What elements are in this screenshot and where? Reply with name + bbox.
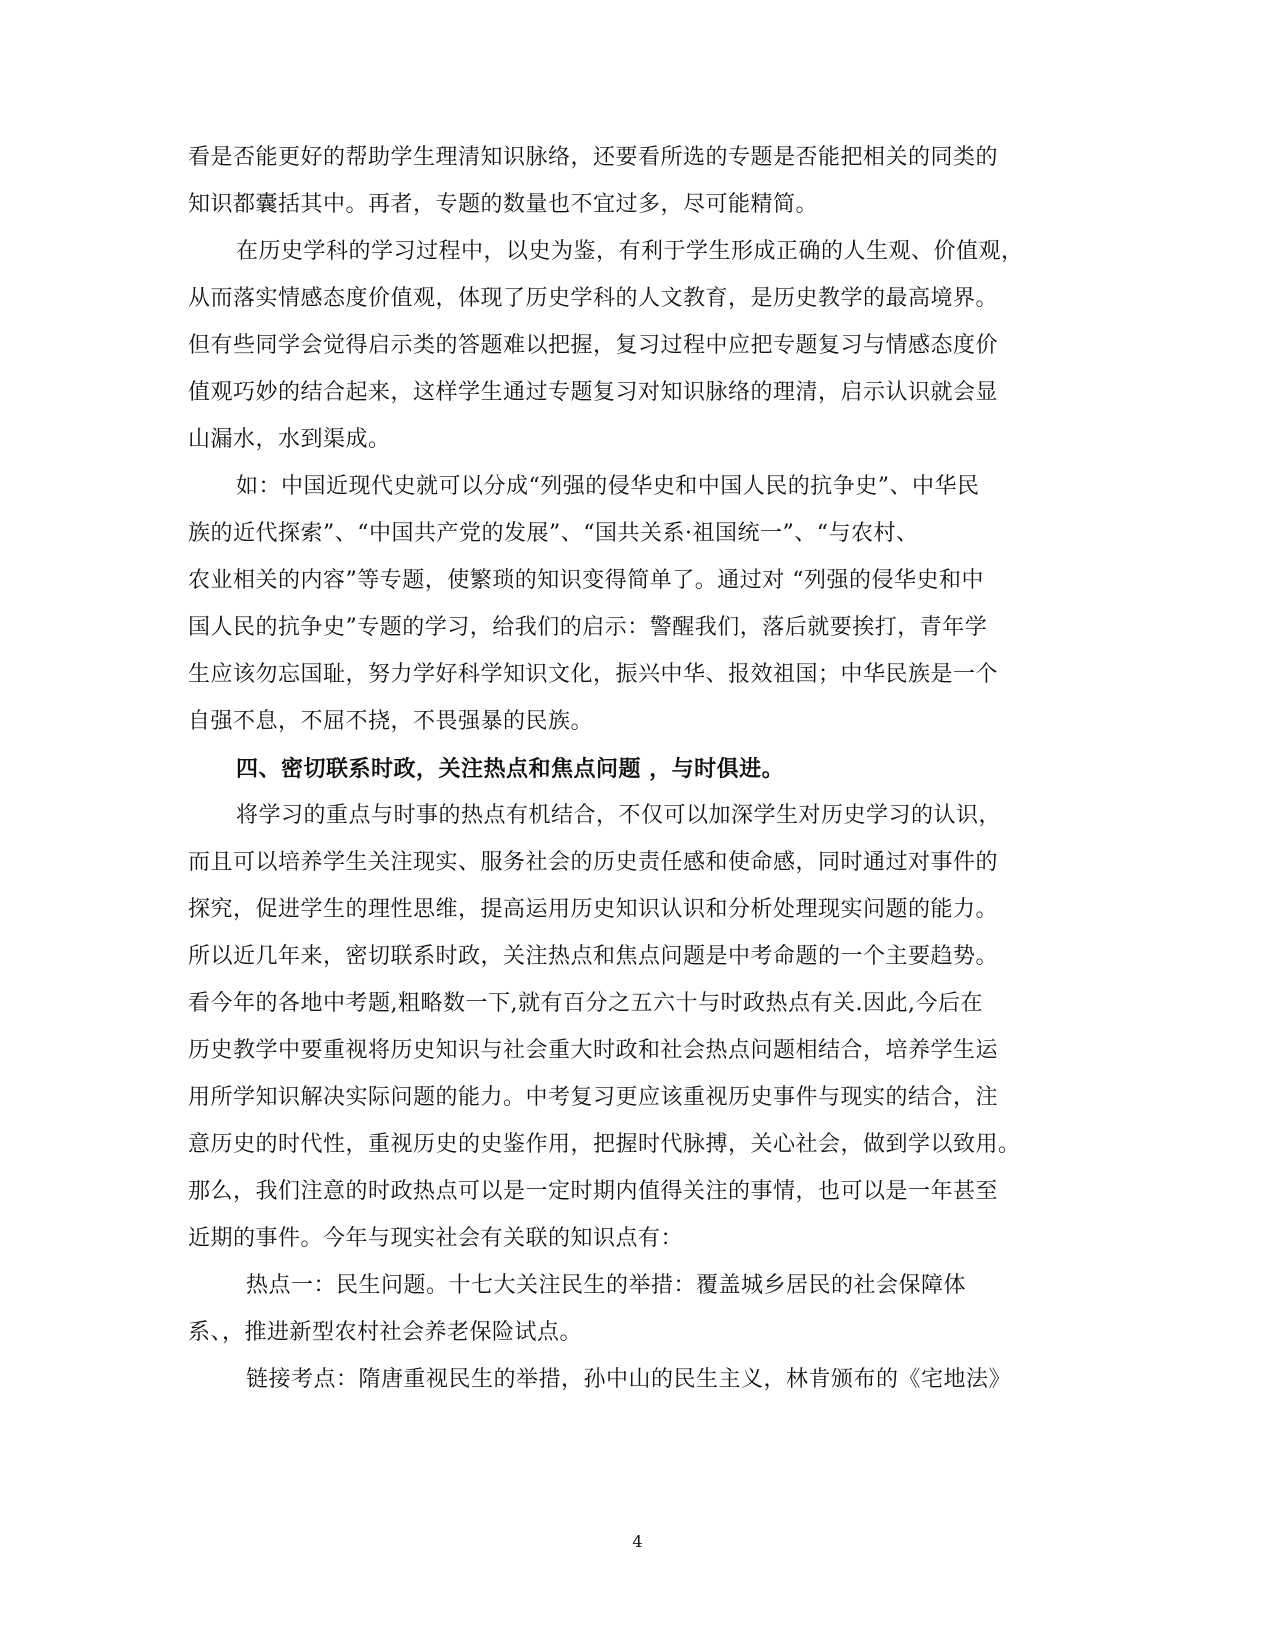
body-line: 而且可以培养学生关注现实、服务社会的历史责任感和使命感，同时通过对事件的: [188, 850, 999, 875]
body-line: 历史教学中要重视将历史知识与社会重大时政和社会热点问题相结合，培养学生运: [188, 1038, 999, 1063]
body-line: 用所学知识解决实际问题的能力。中考复习更应该重视历史事件与现实的结合，注: [188, 1085, 999, 1110]
body-line: 族的近代探索”、“中国共产党的发展”、“国共关系·祖国统一”、“与农村、: [188, 521, 919, 546]
body-line: 农业相关的内容”等专题，使繁琐的知识变得简单了。通过对 “列强的侵华史和中: [188, 568, 984, 593]
body-line: 生应该勿忘国耻，努力学好科学知识文化，振兴中华、报效祖国；中华民族是一个: [188, 662, 999, 687]
body-line: 所以近几年来，密切联系时政，关注热点和焦点问题是中考命题的一个主要趋势。: [188, 944, 999, 969]
link-exam-point-line: 链接考点：隋唐重视民生的举措，孙中山的民生主义，林肯颁布的《宅地法》: [246, 1367, 1012, 1392]
paragraph-start-line: 将学习的重点与时事的热点有机结合，不仅可以加深学生对历史学习的认识，: [236, 803, 1002, 828]
body-line: 但有些同学会觉得启示类的答题难以把握，复习过程中应把专题复习与情感态度价: [188, 333, 999, 358]
body-line: 国人民的抗争史”专题的学习，给我们的启示：警醒我们，落后就要挨打，青年学: [188, 615, 988, 640]
page-number: 4: [632, 1532, 643, 1551]
body-line: 看是否能更好的帮助学生理清知识脉络，还要看所选的专题是否能把相关的同类的: [188, 145, 999, 170]
hotspot-line: 热点一：民生问题。十七大关注民生的举措：覆盖城乡居民的社会保障体: [246, 1273, 967, 1298]
body-line: 知识都囊括其中。再者，专题的数量也不宜过多，尽可能精简。: [188, 192, 819, 217]
body-line: 探究，促进学生的理性思维，提高运用历史知识认识和分析处理现实问题的能力。: [188, 897, 999, 922]
body-line: 从而落实情感态度价值观，体现了历史学科的人文教育，是历史教学的最高境界。: [188, 286, 999, 311]
body-line: 值观巧妙的结合起来，这样学生通过专题复习对知识脉络的理清，启示认识就会显: [188, 380, 999, 405]
paragraph-start-line: 如：中国近现代史就可以分成“列强的侵华史和中国人民的抗争史”、中华民: [236, 474, 980, 499]
body-line: 意历史的时代性，重视历史的史鉴作用，把握时代脉搏，关心社会，做到学以致用。: [188, 1132, 1021, 1157]
body-line: 看今年的各地中考题,粗略数一下,就有百分之五六十与时政热点有关.因此,今后在: [188, 991, 983, 1016]
section-heading: 四、密切联系时政，关注热点和焦点问题 ，与时俱进。: [236, 756, 785, 782]
body-line: 那么，我们注意的时政热点可以是一定时期内值得关注的事情，也可以是一年甚至: [188, 1179, 999, 1204]
body-line: 近期的事件。今年与现实社会有关联的知识点有：: [188, 1226, 684, 1251]
paragraph-start-line: 在历史学科的学习过程中，以史为鉴，有利于学生形成正确的人生观、价值观，: [236, 239, 1024, 264]
body-line: 自强不息，不屈不挠，不畏强暴的民族。: [188, 709, 594, 734]
body-line: 系、，推进新型农村社会养老保险试点。: [188, 1320, 583, 1345]
body-line: 山漏水，水到渠成。: [188, 427, 391, 452]
